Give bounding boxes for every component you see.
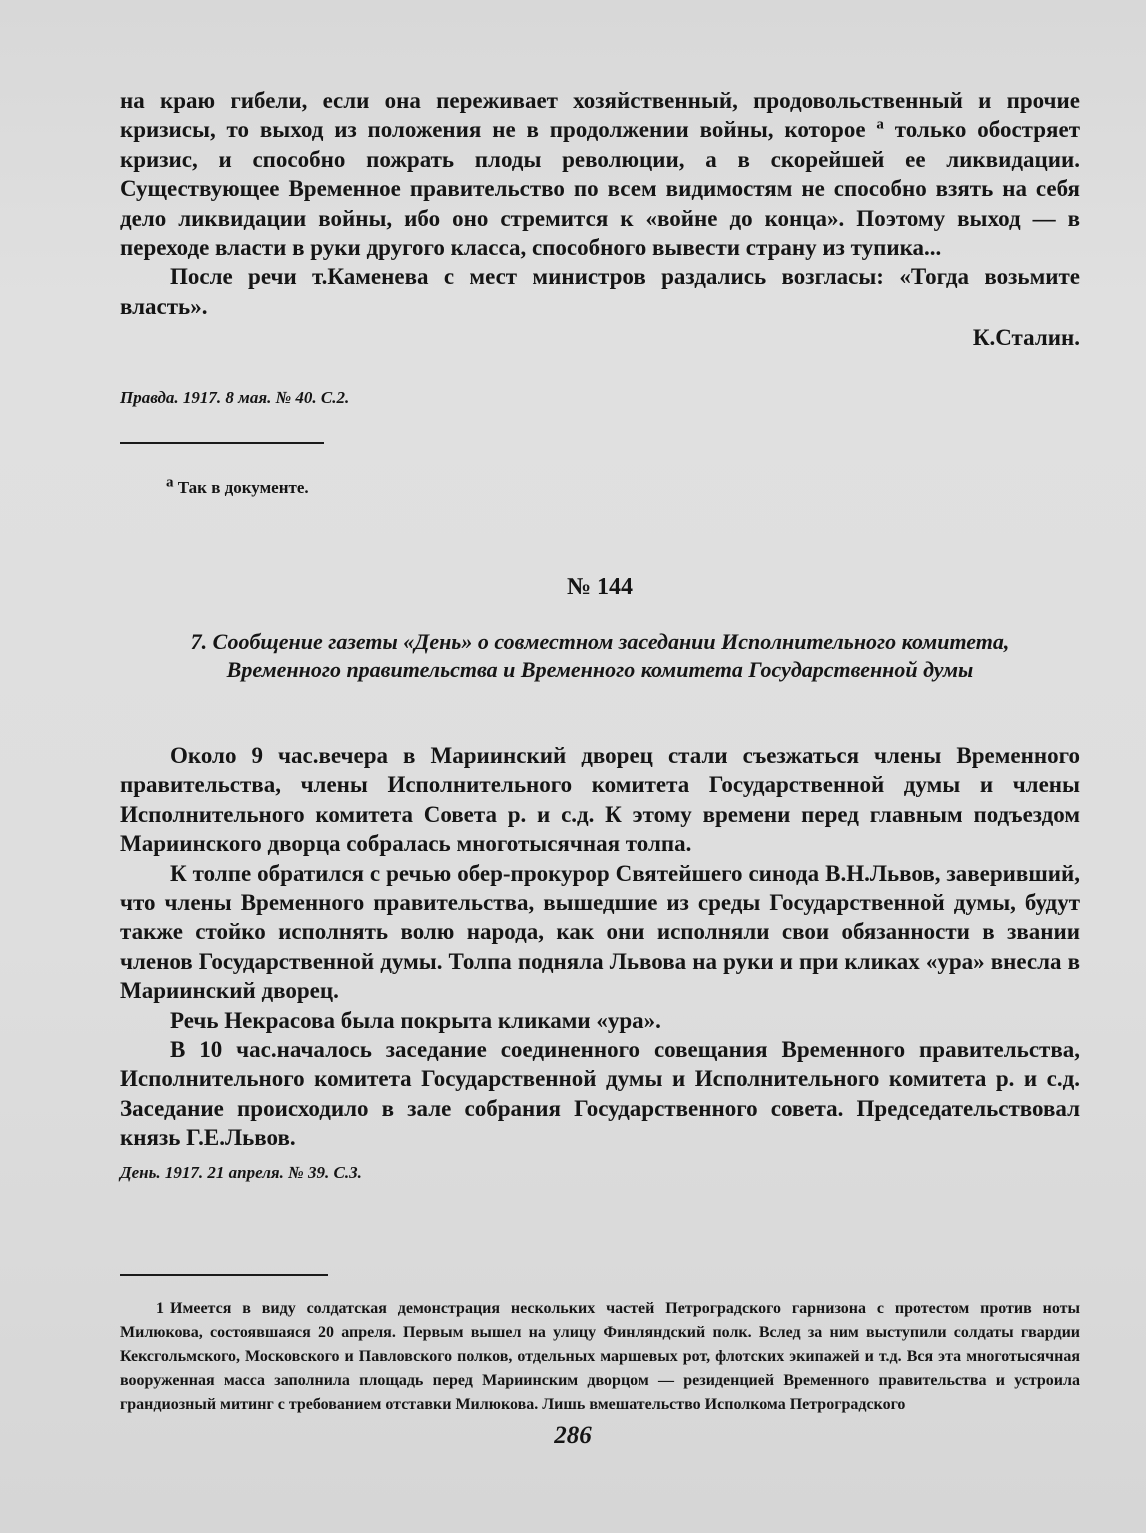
document-title: 7. Сообщение газеты «День» о совместном заседании Исполнительного комитета, Временного правительства и Временного комитета Государственной думы	[190, 629, 1010, 682]
top-section	[120, 86, 1080, 351]
document-body	[120, 741, 1080, 1153]
document-paragraph-2: К толпе обратился с речью обер-прокурор Святейшего синода В.Н.Львов, заверивший, что члены Временного правительства, вышедшие из среды Государственной думы, будут также стойко исполнять волю народа, как они исполняли свои обязанности в звании членов Государственной думы. Толпа подняла Львова на руки и при кликах «ура» внесла в Мариинский дворец.	[120, 860, 1080, 1004]
footnote-a-text: Так в документе.	[177, 478, 309, 497]
source-1-block	[120, 388, 1080, 408]
footnote-1	[120, 1297, 1080, 1417]
document-number: № 144	[566, 574, 634, 600]
second-paragraph-text: После речи т.Каменева с мест министров раздались возгласы: «Тогда возьмите власть».	[120, 264, 1080, 319]
document-paragraph-1: Около 9 час.вечера в Мариинский дворец стали съезжаться члены Временного правительства, члены Исполнительного комитета Государственной думы и члены Исполнительного комитета Совета р. и с.д. К этому времени перед главным подъездом Мариинского дворца собралась многотысячная толпа.	[120, 743, 1080, 857]
footnote-mark-a: а	[876, 116, 884, 133]
document-paragraph-3: Речь Некрасова была покрыта кликами «ура».	[170, 1007, 661, 1033]
top-paragraph	[120, 86, 1080, 262]
source-2-block	[120, 1163, 1080, 1183]
signature: К.Сталин.	[972, 325, 1080, 351]
footnote-1-text: Имеется в виду солдатская демонстрация нескольких частей Петроградского гарнизона с протестом против ноты Милюкова, состоявшаяся 20 апреля. Первым вышел на улицу Финляндский полк. Вслед за ним выступили солдаты гвардии Кексгольмского, Московского и Павловского полков, отдельных маршевых рот, флотских экипажей и т.д. Вся эта многотысячная вооруженная масса заполнила площадь перед Мариинским дворцом — резиденцией Временного правительства и устроила грандиозный митинг с требованием отставки Милюкова. Лишь вмешательство Исполкома Петроградского	[120, 1300, 1080, 1413]
top-paragraph-text-after: только обостряет кризис, и способно пожрать плоды революции, а в скорейшей ее ликвидации. Существующее Временное правительство по всем видимостям не способно взять на себя дело ликвидации войны, ибо оно стремится к «войне до конца». Поэтому выход — в переходе власти в руки другого класса, способного вывести страну из тупика...	[120, 117, 1080, 261]
footnote-a-mark: а	[166, 474, 174, 491]
footnote-a	[166, 474, 1126, 498]
page-number: 286	[554, 1422, 592, 1449]
document-header	[120, 574, 1080, 601]
footnote-1-mark: 1	[156, 1300, 164, 1317]
source-citation-2: День. 1917. 21 апреля. № 39. С.3.	[120, 1163, 362, 1182]
document-paragraph-4: В 10 час.началось заседание соединенного совещания Временного правительства, Исполнительного комитета Государственной думы и Исполнительного комитета р. и с.д. Заседание происходило в зале собрания Государственного совета. Председательствовал князь Г.Е.Львов.	[120, 1037, 1080, 1151]
source-citation-1: Правда. 1917. 8 мая. № 40. С.2.	[120, 388, 350, 407]
top-paragraph-text: на краю гибели, если она переживает хозяйственный, продовольственный и прочие кризисы, то выход из положения не в продолжении войны, которое	[120, 88, 1080, 143]
second-paragraph	[120, 262, 1080, 321]
document-title-block	[140, 628, 1060, 684]
footnote-rule-2	[120, 1274, 328, 1276]
footnote-rule-1	[120, 442, 324, 444]
